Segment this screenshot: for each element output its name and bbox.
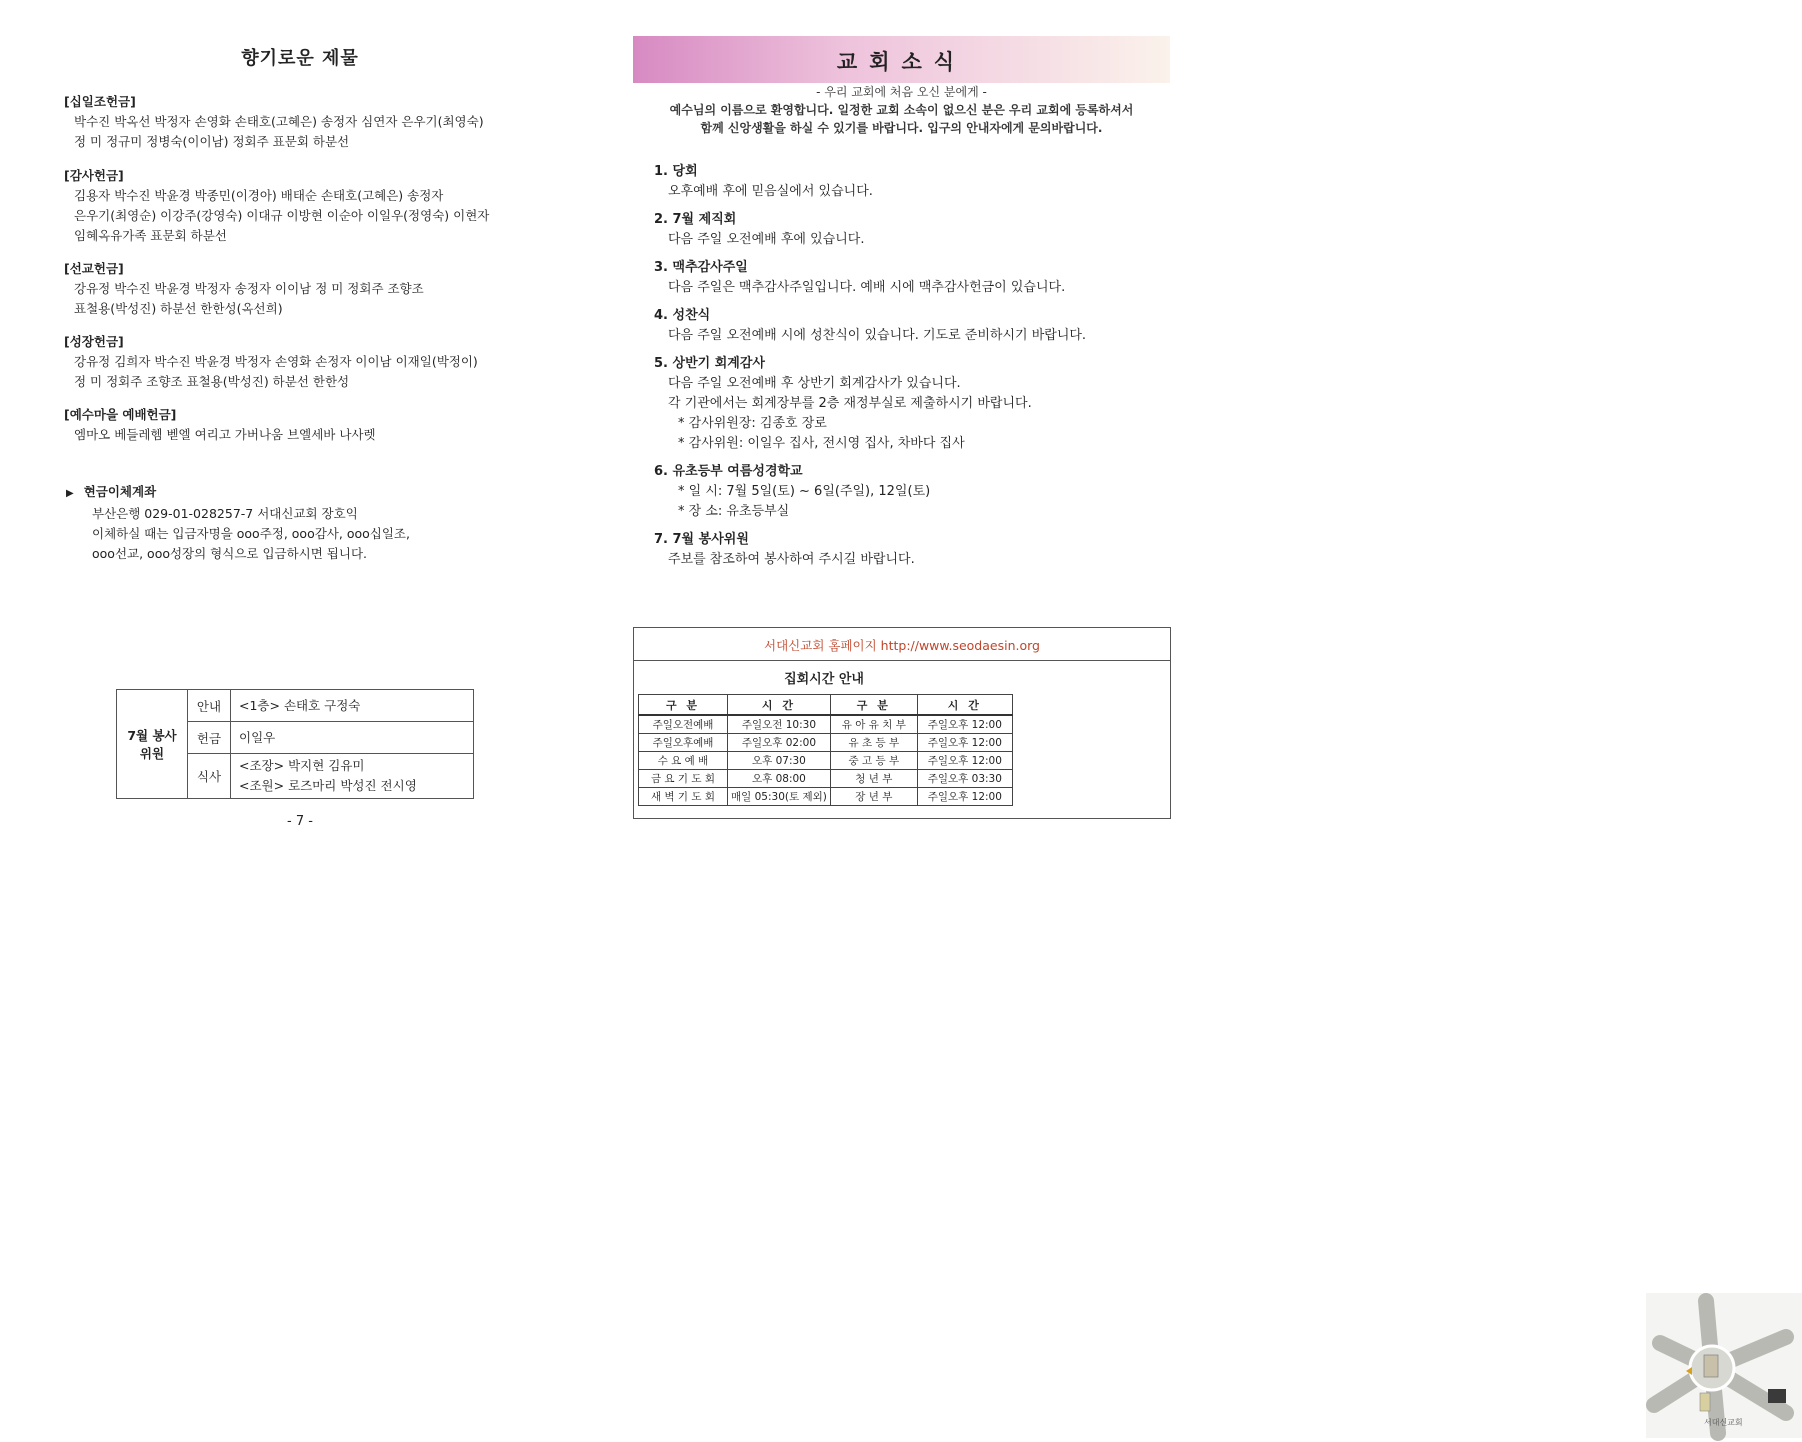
offering-village [64,405,584,445]
schedule-row [639,715,1013,734]
news-title: 7. 7월 봉사위원 [654,532,749,547]
news-subline: * 감사위원: 이일우 집사, 전시영 집사, 차바다 집사 [678,436,965,451]
offering-line: 강유정 김희자 박수진 박윤경 박정자 손영화 손정자 이이남 이재일(박정이) [74,354,478,369]
volunteer-names-line: <조장> 박지현 김유미 [239,758,365,773]
news-item [654,258,1164,298]
schedule-row [639,788,1013,806]
transfer-heading: 현금이체계좌 [83,484,157,499]
arrow-right-icon: ▶ [66,488,74,499]
offering-line: 엠마오 베들레헴 벧엘 여리고 가버나움 브엘세바 나사렛 [74,427,376,442]
volunteer-category: 헌금 [188,722,231,754]
news-line: 다음 주일 오전예배 후 상반기 회계감사가 있습니다. [668,376,961,391]
news-item [654,354,1164,454]
news-line: 주보를 참조하여 봉사하여 주시길 바랍니다. [668,552,915,567]
map-label: 서대신교회 [1704,1418,1743,1427]
offering-line: 표철용(박성진) 하분선 한한성(옥선희) [74,301,283,316]
schedule-header: 시 간 [917,695,1012,716]
offering-line: 박수진 박옥선 박정자 손영화 손태호(고혜은) 송정자 심연자 은우기(최영숙) [74,114,484,129]
news-title: 6. 유초등부 여름성경학교 [654,464,803,479]
volunteer-table [116,689,474,799]
schedule-cell: 매일 05:30(토 제외) [728,788,831,806]
news-line: 각 기관에서는 회계장부를 2층 재정부실로 제출하시기 바랍니다. [668,396,1032,411]
welcome-line: 함께 신앙생활을 하실 수 있기를 바랍니다. 입구의 안내자에게 문의바랍니다. [700,121,1103,135]
schedule-cell: 주일오전예배 [639,715,728,734]
news-title: 3. 맥추감사주일 [654,260,748,275]
schedule-cell: 장 년 부 [830,788,917,806]
offering-line: 정 미 정규미 정병숙(이이남) 정회주 표문회 하분선 [74,134,350,149]
news-line: 다음 주일 오전예배 시에 성찬식이 있습니다. 기도로 준비하시기 바랍니다. [668,328,1087,343]
news-item [654,162,1164,202]
volunteer-role: 7월 봉사위원 [117,690,188,799]
schedule-cell: 주일오후 12:00 [917,734,1012,752]
schedule-cell: 유 아 유 치 부 [830,715,917,734]
news-banner-title: 교회소식 [836,50,967,74]
offering-line: 정 미 정회주 조향조 표철용(박성진) 하분선 한한성 [74,374,350,389]
news-title: 5. 상반기 회계감사 [654,356,765,371]
schedule-row [639,734,1013,752]
news-banner [633,36,1170,83]
page-number: - 7 - [287,814,313,829]
volunteer-category: 안내 [188,690,231,722]
welcome-line: 예수님의 이름으로 환영합니다. 일정한 교회 소속이 없으신 분은 우리 교회에 등록하셔서 [669,103,1134,117]
location-map [1646,1293,1802,1438]
news-item [654,462,1164,522]
news-item [654,530,1164,570]
schedule-header: 구 분 [639,695,728,716]
welcome-notice [633,83,1170,137]
offering-mission [64,259,584,319]
schedule-cell: 주일오후 12:00 [917,715,1012,734]
offering-heading: [감사헌금] [64,168,124,183]
schedule-table [638,694,1013,806]
news-subline: * 일 시: 7월 5일(토) ~ 6일(주일), 12일(토) [678,484,931,499]
schedule-cell: 주일오후 12:00 [917,788,1012,806]
offering-heading: [성장헌금] [64,334,124,349]
schedule-cell: 오후 07:30 [728,752,831,770]
schedule-cell: 주일오후예배 [639,734,728,752]
schedule-header: 구 분 [830,695,917,716]
info-box [633,627,1743,1427]
schedule-title: 집회시간 안내 [784,672,864,687]
schedule-cell: 청 년 부 [830,770,917,788]
schedule-cell: 새 벽 기 도 회 [639,788,728,806]
volunteer-names-line: <조원> 로즈마리 박성진 전시영 [239,778,417,793]
homepage-link[interactable]: 서대신교회 홈페이지 http://www.seodaesin.org [764,638,1040,653]
welcome-title: - 우리 교회에 처음 오신 분에게 - [816,85,987,99]
schedule-cell: 주일오후 12:00 [917,752,1012,770]
volunteer-names: 이일우 [231,722,474,754]
news-title: 4. 성찬식 [654,308,711,323]
schedule-cell: 수 요 예 배 [639,752,728,770]
offering-line: 김용자 박수진 박윤경 박종민(이경아) 배태순 손태호(고혜은) 송정자 [74,188,444,203]
offering-heading: [선교헌금] [64,261,124,276]
schedule-row [639,752,1013,770]
news-line: 다음 주일은 맥추감사주일입니다. 예배 시에 맥추감사헌금이 있습니다. [668,280,1066,295]
offering-heading: [예수마을 예배헌금] [64,407,177,422]
offering-thanks [64,166,584,246]
news-subline: * 장 소: 유초등부실 [678,504,790,519]
schedule-cell: 주일오후 02:00 [728,734,831,752]
schedule-cell: 주일오후 03:30 [917,770,1012,788]
news-item [654,210,1164,250]
offering-tithe [64,92,584,152]
schedule-header: 시 간 [728,695,831,716]
offering-line: 은우기(최영순) 이강주(강영숙) 이대규 이방현 이순아 이일우(정영숙) 이현자 [74,208,490,223]
volunteer-names: <1층> 손태호 구정숙 [231,690,474,722]
news-title: 1. 당회 [654,164,698,179]
news-subline: * 감사위원장: 김종호 장로 [678,416,827,431]
transfer-line: 부산은행 029-01-028257-7 서대신교회 장호익 [92,506,358,521]
news-title: 2. 7월 제직회 [654,212,737,227]
page-title: 향기로운 제물 [241,48,359,69]
offering-heading: [십일조헌금] [64,94,136,109]
schedule-cell: 오후 08:00 [728,770,831,788]
news-list [654,162,1164,578]
offering-line: 임혜옥유가족 표문회 하분선 [74,228,227,243]
schedule-header-row [639,695,1013,716]
transfer-line: 이체하실 때는 입금자명을 ooo주정, ooo감사, ooo십일조, [92,526,410,541]
volunteer-names [231,754,474,799]
transfer-line: ooo선교, ooo성장의 형식으로 입금하시면 됩니다. [92,546,368,561]
offering-growth [64,332,584,392]
schedule-cell: 중 고 등 부 [830,752,917,770]
schedule-row [639,770,1013,788]
transfer-account [66,482,586,564]
news-line: 오후예배 후에 믿음실에서 있습니다. [668,184,873,199]
offering-line: 강유정 박수진 박윤경 박정자 송정자 이이남 정 미 정회주 조향조 [74,281,424,296]
divider [634,660,1170,661]
schedule-cell: 주일오전 10:30 [728,715,831,734]
news-line: 다음 주일 오전예배 후에 있습니다. [668,232,865,247]
schedule-cell: 유 초 등 부 [830,734,917,752]
schedule-cell: 금 요 기 도 회 [639,770,728,788]
news-item [654,306,1164,346]
volunteer-category: 식사 [188,754,231,799]
